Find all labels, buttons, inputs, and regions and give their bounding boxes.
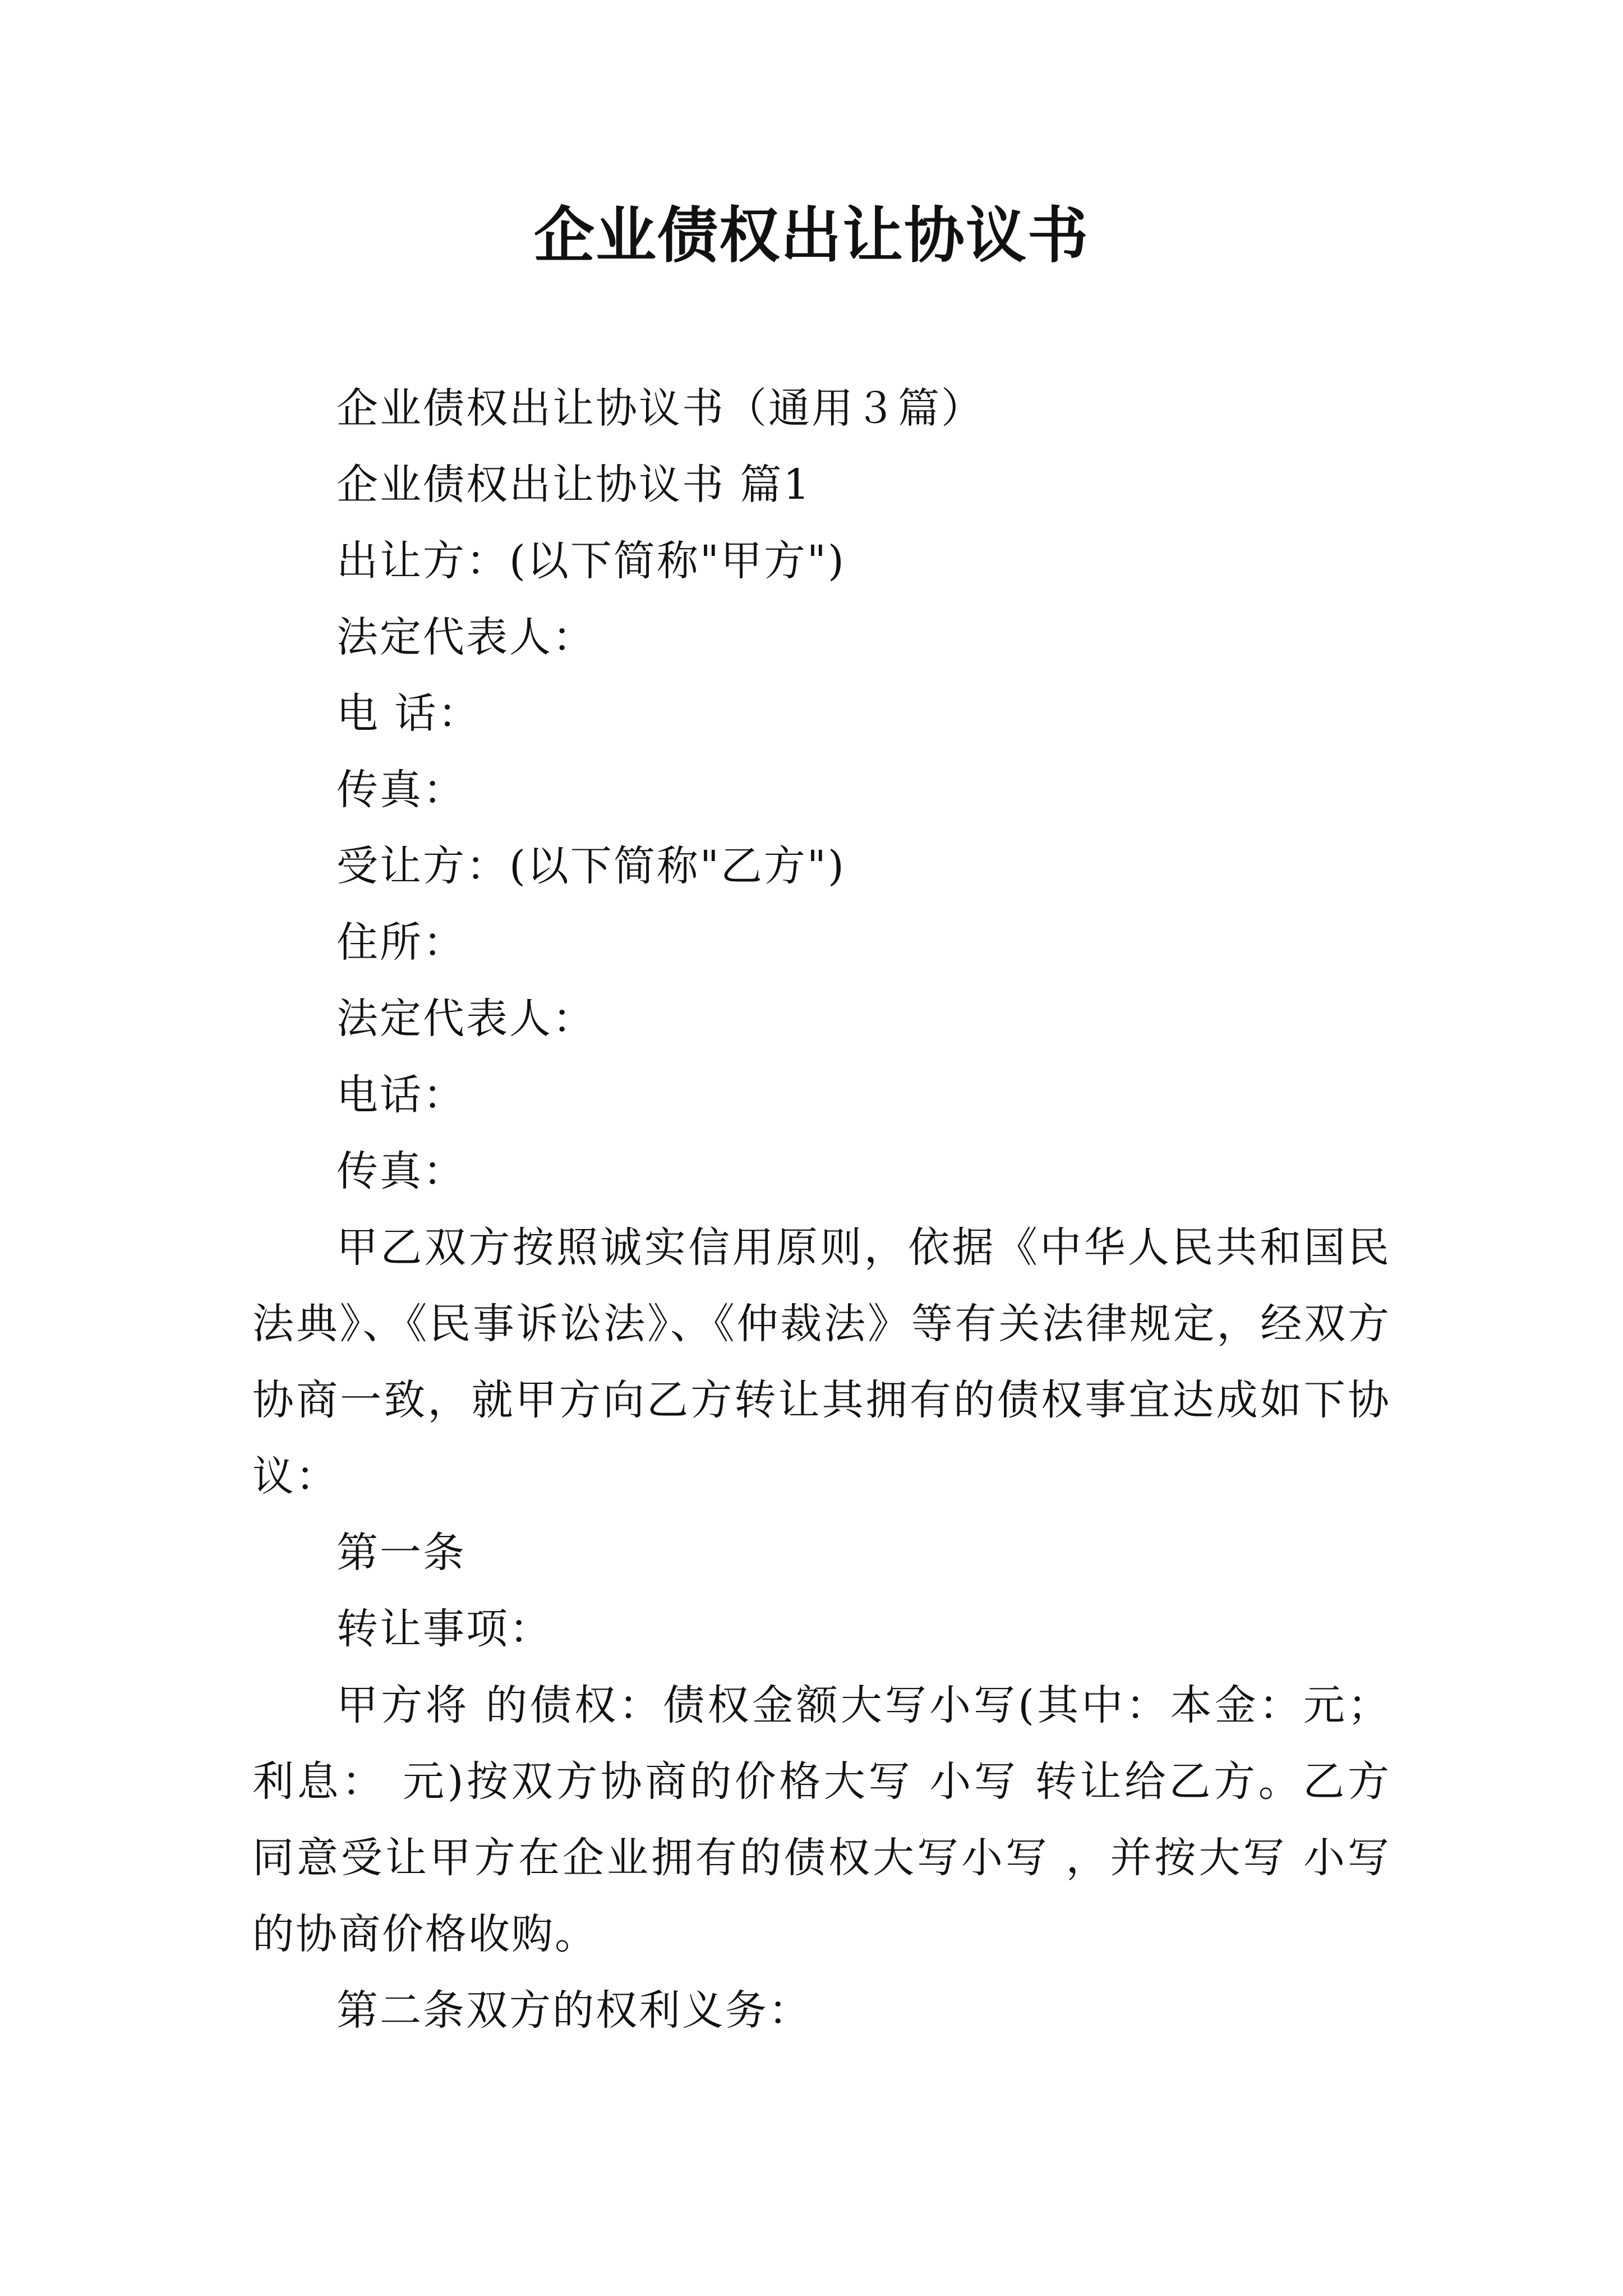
section-heading: 企业债权出让协议书 篇1: [336, 461, 811, 509]
article-1-subheading: 转让事项：: [336, 1605, 552, 1653]
article-1-heading: 第一条: [336, 1529, 466, 1577]
subtitle-line: 企业债权出让协议书（通用３篇）: [336, 384, 984, 432]
article-1-paragraph: 甲方将 的债权：债权金额大写小写(其中：本金：元；利息： 元)按双方协商的价格大写 小写 转让给乙方。乙方同意受让甲方在企业拥有的债权大写小写 ，并按大写 小写的协商价格收购。: [252, 1681, 1391, 1958]
party-b-fax: 传真：: [336, 1147, 466, 1195]
party-b-address: 住所：: [336, 918, 466, 967]
party-b-label: 受让方：(以下简称"乙方"): [336, 842, 846, 890]
article-2-heading: 第二条双方的权利义务：: [336, 1986, 811, 2035]
party-b-legal-representative: 法定代表人：: [336, 995, 596, 1043]
party-a-fax: 传真：: [336, 766, 466, 814]
party-b-phone: 电话：: [336, 1071, 466, 1119]
party-a-phone: 电 话：: [336, 689, 481, 738]
document-title: 企业债权出让协议书: [533, 200, 1089, 271]
party-a-label: 出让方：(以下简称"甲方"): [336, 537, 846, 585]
party-a-legal-representative: 法定代表人：: [336, 613, 596, 661]
document-body: [252, 370, 1391, 2049]
intro-paragraph: 甲乙双方按照诚实信用原则，依据《中华人民共和国民法典》、《民事诉讼法》、《仲裁法》等有关法律规定，经双方协商一致，就甲方向乙方转让其拥有的债权事宜达成如下协议：: [252, 1223, 1391, 1501]
